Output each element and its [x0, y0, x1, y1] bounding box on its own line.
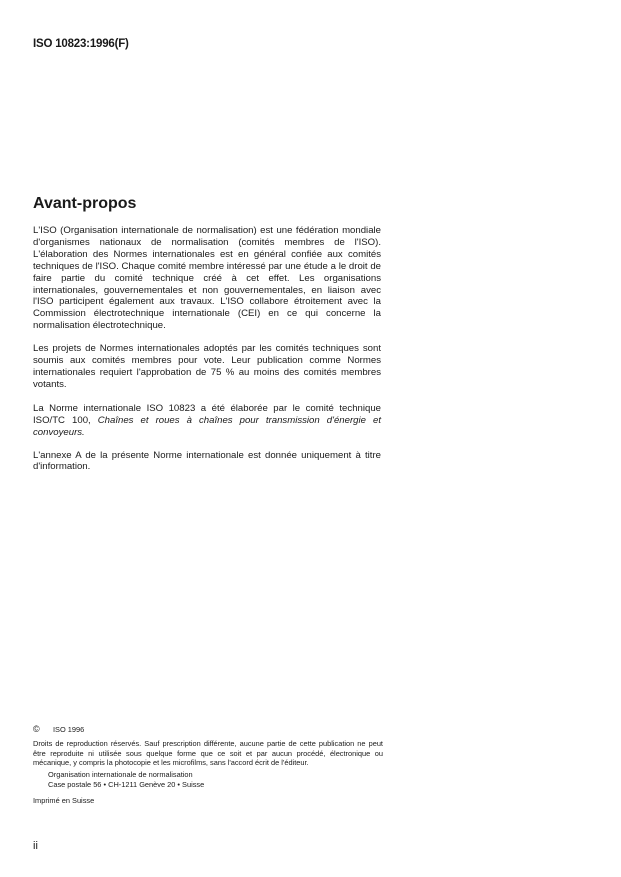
- paragraph-3-intro: La Norme internationale ISO 10823 a été élaborée par le comité technique ISO/TC 100,: [33, 402, 381, 426]
- paragraph-4: L'annexe A de la présente Norme internationale est donnée uniquement à titre d'information.: [33, 449, 381, 473]
- printed-in: Imprimé en Suisse: [33, 795, 95, 805]
- copyright-line: [33, 725, 383, 735]
- paragraph-1: L'ISO (Organisation internationale de normalisation) est une fédération mondiale d'organismes nationaux de normalisation (comités membres de l'ISO). L'élaboration des Normes internationales est en général confiée aux comités techniques de l'ISO. Chaque comité membre intéressé par une étude a le droit de faire partie du comité technique créé à cet effet. Les organisations internationales, gouvernementales et non gouvernementales, en liaison avec l'ISO participent également aux travaux. L'ISO collabore étroitement avec la Commission électrotechnique internationale (CEI) en ce qui concerne la normalisation électrotechnique.: [33, 225, 381, 332]
- foreword-body: [33, 225, 381, 484]
- paragraph-3: [33, 403, 381, 439]
- paragraph-2: Les projets de Normes internationales adoptés par les comités techniques sont soumis aux comités membres pour vote. Leur publication comme Normes internationales requiert l'approbation de 75 % au moins des comités membres votants.: [33, 343, 381, 390]
- copyright-text: ISO 1996: [53, 725, 85, 734]
- address-line-2: Case postale 56 • CH-1211 Genève 20 • Suisse: [48, 779, 205, 789]
- document-id: ISO 10823:1996(F): [33, 38, 129, 50]
- rights-notice: Droits de reproduction réservés. Sauf prescription différente, aucune partie de cette publication ne peut être reproduite ni utilisée sous quelque forme que ce soit et par aucun procédé, électronique ou mécanique, y compris la photocopie et les microfilms, sans l'accord écrit de l'éditeur.: [33, 738, 383, 768]
- copyright-block: [33, 725, 383, 806]
- page-title: Avant-propos: [33, 195, 137, 212]
- publisher-address: [33, 770, 383, 790]
- address-line-1: Organisation internationale de normalisation: [48, 770, 193, 780]
- page-number: ii: [33, 840, 38, 852]
- copyright-icon: ©: [33, 724, 40, 734]
- committee-title: Chaînes et roues à chaînes pour transmission d'énergie et convoyeurs.: [33, 414, 381, 438]
